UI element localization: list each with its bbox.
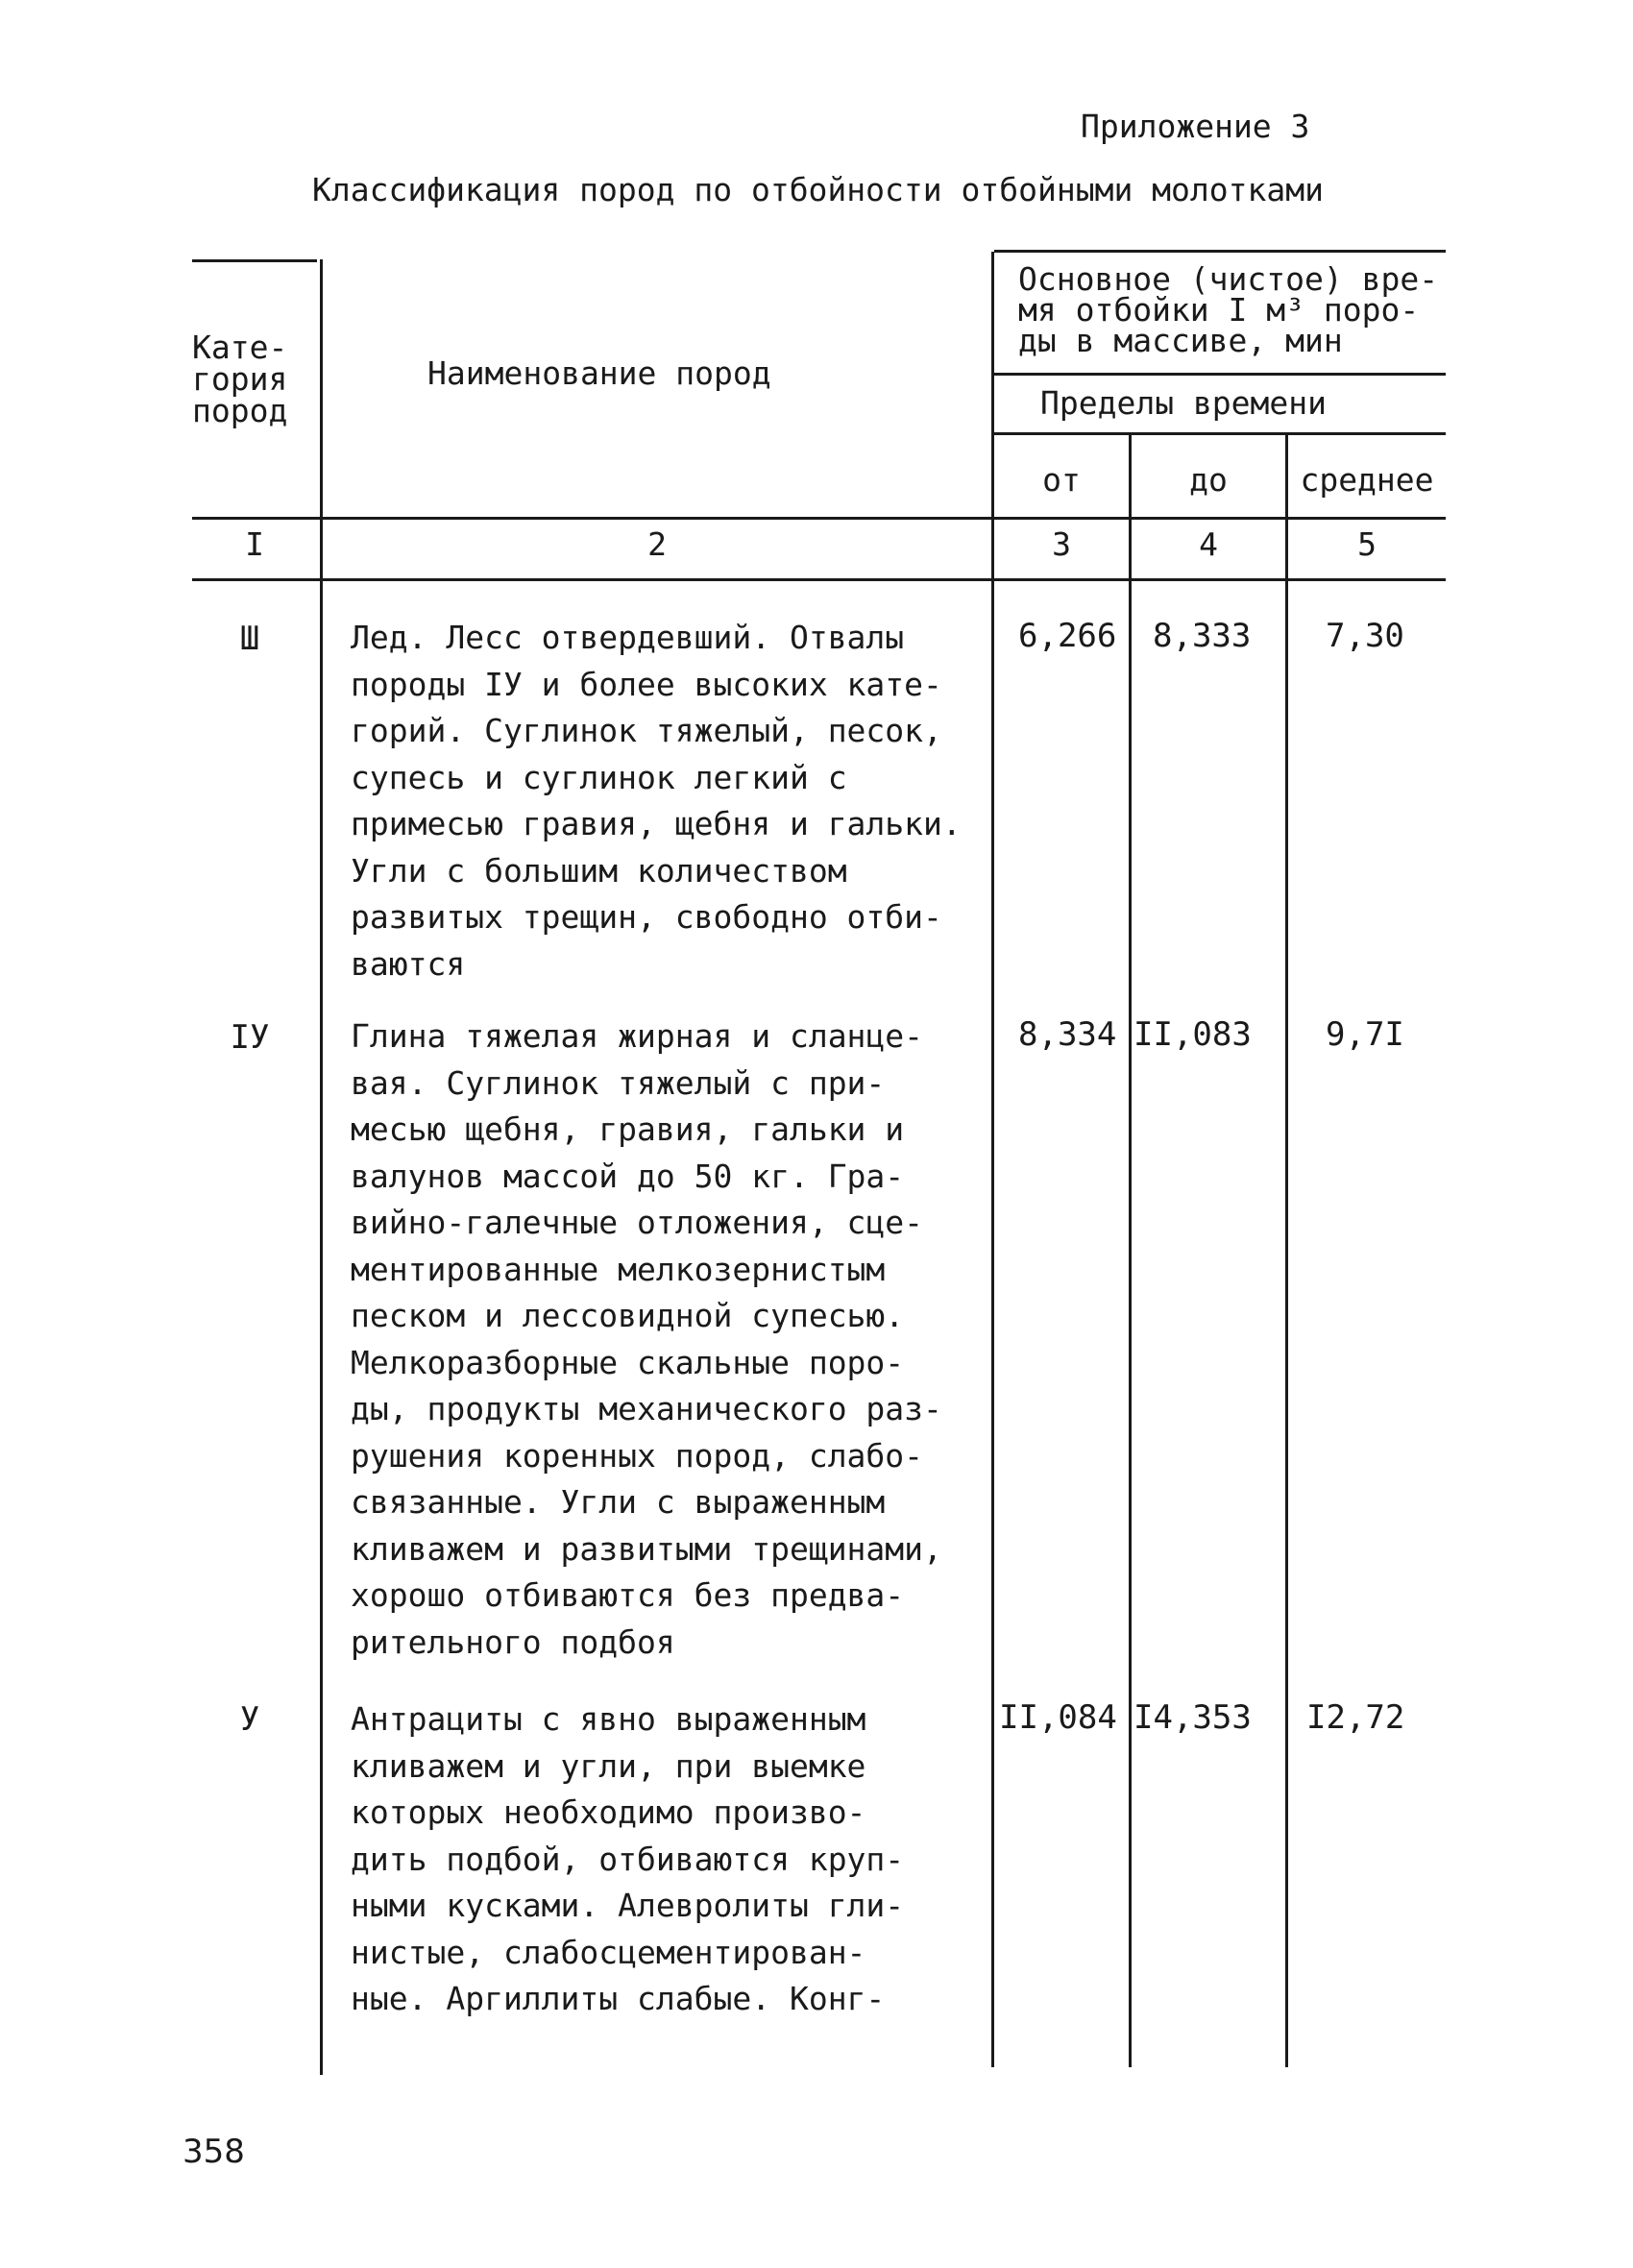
document-title: Классификация пород по отбойности отбойными молотками xyxy=(312,171,1324,208)
column-number-5: 5 xyxy=(1357,525,1377,563)
row-1-from: 6,266 xyxy=(1018,617,1117,655)
row-2-to: II,083 xyxy=(1133,1015,1252,1054)
column-number-2: 2 xyxy=(647,525,667,563)
header-name: Наименование пород xyxy=(427,354,771,392)
row-3-description: Антрациты с явно выраженным кливажем и угли, при выемке которых необходимо произво- дить подбой, отбиваются круп- ными кусками. Алевролиты гли- нистые, слабосцементирован- ные. Аргиллиты слабые. Конг- xyxy=(351,1700,905,2017)
row-1-category: Ш xyxy=(239,620,260,658)
appendix-label: Приложение 3 xyxy=(1081,108,1310,145)
row-3-average: I2,72 xyxy=(1306,1698,1405,1737)
header-limits: Пределы времени xyxy=(1040,384,1328,422)
number-row-bottom-rule xyxy=(192,578,1446,581)
row-2-description: Глина тяжелая жирная и сланце- вая. Суглинок тяжелый с при- месью щебня, гравия, гальки и валунов массой до 50 кг. Гра- вийно-галечные отложения, сце- ментированные мелкозернистым песком и лессовидной супесью. Мелкоразборные скальные поро- ды, продукты механического раз- рушения коренных пород, слабо- связанные. Угли с выраженным кливажем и развитыми трещинами, хорошо отбиваются без предва- рительного подбоя xyxy=(351,1017,942,1661)
header-to: до xyxy=(1189,461,1228,499)
subheader-rule xyxy=(994,432,1446,435)
limits-top-rule xyxy=(994,373,1446,376)
column-divider-4 xyxy=(1285,434,1288,2067)
header-time-group: Основное (чистое) вре- мя отбойки I м³ поро- ды в массиве, мин xyxy=(1018,260,1439,359)
row-3-from: II,084 xyxy=(999,1698,1117,1737)
column-number-3: 3 xyxy=(1052,525,1071,563)
page-number: 358 xyxy=(183,2133,245,2171)
row-2-category: IУ xyxy=(230,1018,270,1057)
row-1-average: 7,30 xyxy=(1326,617,1404,655)
row-2-from: 8,334 xyxy=(1018,1015,1117,1054)
column-divider-2 xyxy=(991,252,994,2067)
column-number-4: 4 xyxy=(1199,525,1218,563)
row-1-description: Лед. Лесс отвердевший. Отвалы породы IУ и более высоких кате- горий. Суглинок тяжелый, песок, супесь и суглинок легкий с примесью гравия, щебня и гальки. Угли с большим количеством развитых трещин, свободно отби- ваются xyxy=(351,619,962,983)
row-3-category: У xyxy=(239,1700,260,1739)
row-2-average: 9,7I xyxy=(1326,1015,1404,1054)
header-from: от xyxy=(1042,461,1081,499)
column-number-1: I xyxy=(245,525,264,563)
table-top-rule-right xyxy=(994,250,1446,253)
header-bottom-rule xyxy=(192,517,1446,520)
header-average: среднее xyxy=(1300,461,1434,499)
row-3-to: I4,353 xyxy=(1133,1698,1252,1737)
row-1-to: 8,333 xyxy=(1153,617,1252,655)
column-divider-3 xyxy=(1129,434,1132,2067)
table-top-rule xyxy=(192,259,317,262)
header-category: Кате- гория пород xyxy=(192,329,288,429)
